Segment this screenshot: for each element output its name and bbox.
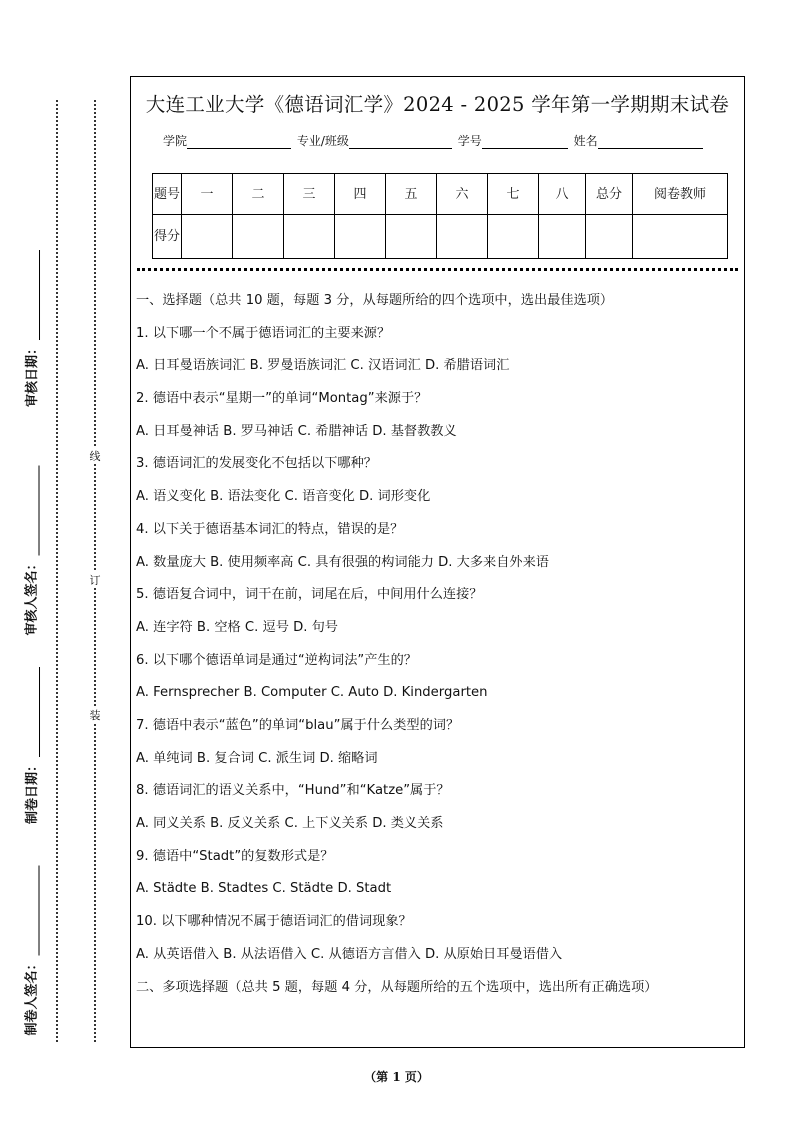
score-col-6: 六 xyxy=(437,174,488,215)
name-label: 姓名 xyxy=(573,134,598,148)
score-col-7: 七 xyxy=(488,174,539,215)
paper-maker-signature-field xyxy=(18,800,42,1100)
question-1-options: A. 日耳曼语族词汇 B. 罗曼语族词汇 C. 汉语词汇 D. 希腊语词汇 xyxy=(136,358,510,374)
question-4: 4. 以下关于德语基本词汇的特点，错误的是？ xyxy=(136,521,404,537)
score-cell-8[interactable] xyxy=(539,215,586,259)
score-cell-3[interactable] xyxy=(284,215,335,259)
question-6: 6. 以下哪个德语单词是通过“逆构词法”产生的？ xyxy=(136,652,417,668)
student-id-field[interactable] xyxy=(482,136,568,149)
binding-char-bind: 装 xyxy=(89,709,101,722)
score-cell-1[interactable] xyxy=(182,215,233,259)
question-5-options: A. 连字符 B. 空格 C. 逗号 D. 句号 xyxy=(136,619,338,635)
score-col-8: 八 xyxy=(539,174,586,215)
question-3: 3. 德语词汇的发展变化不包括以下哪种？ xyxy=(136,456,377,472)
question-6-options: A. Fernsprecher B. Computer C. Auto D. Kindergarten xyxy=(136,685,488,701)
score-col-3: 三 xyxy=(284,174,335,215)
score-cell-total[interactable] xyxy=(586,215,633,259)
score-col-1: 一 xyxy=(182,174,233,215)
section-divider xyxy=(137,268,738,271)
question-9: 9. 德语中“Stadt”的复数形式是？ xyxy=(136,848,334,864)
question-2: 2. 德语中表示“星期一”的单词“Montag”来源于？ xyxy=(136,391,428,407)
question-list xyxy=(136,291,740,998)
binding-char-staple: 订 xyxy=(89,574,101,587)
major-class-label: 专业/班级 xyxy=(296,134,349,148)
question-8-options: A. 同义关系 B. 反义关系 C. 上下义关系 D. 类义关系 xyxy=(136,816,444,831)
binding-char-line: 线 xyxy=(89,450,101,463)
score-cell-4[interactable] xyxy=(335,215,386,259)
section1-heading: 一、选择题（总共 10 题，每题 3 分，从每题所给的四个选项中，选出最佳选项） xyxy=(136,293,614,308)
score-table xyxy=(152,173,728,259)
question-2-options: A. 日耳曼神话 B. 罗马神话 C. 希腊神话 D. 基督教教义 xyxy=(136,423,457,439)
student-id-label: 学号 xyxy=(457,134,482,148)
question-10-options: A. 从英语借入 B. 从法语借入 C. 从德语方言借入 D. 从原始日耳曼语借入 xyxy=(136,946,563,962)
score-col-2: 二 xyxy=(233,174,284,215)
question-10: 10. 以下哪种情况不属于德语词汇的借词现象？ xyxy=(136,914,412,930)
question-4-options: A. 数量庞大 B. 使用频率高 C. 具有很强的构词能力 D. 大多来自外来语 xyxy=(136,554,549,570)
score-cell-6[interactable] xyxy=(437,215,488,259)
exam-title: 大连工业大学《德语词汇学》2024 - 2025 学年第一学期期末试卷 xyxy=(145,93,730,116)
name-field[interactable] xyxy=(598,136,703,149)
reviewer-signature-label: 审核人签名： xyxy=(24,556,40,636)
paper-date-label: 制卷日期： xyxy=(24,758,40,824)
score-table-row1-header: 题号 xyxy=(153,174,182,215)
question-9-options: A. Städte B. Stadtes C. Städte D. Stadt xyxy=(136,881,392,897)
page-number: （第 1 页） xyxy=(364,1070,429,1084)
question-7-options: A. 单纯词 B. 复合词 C. 派生词 D. 缩略词 xyxy=(136,750,378,766)
score-cell-5[interactable] xyxy=(386,215,437,259)
reviewer-date-label: 审核日期： xyxy=(24,341,40,407)
score-col-grader: 阅卷教师 xyxy=(633,174,728,215)
binding-dotted-line-outer xyxy=(56,100,58,1042)
student-info-row xyxy=(163,132,705,149)
score-col-4: 四 xyxy=(335,174,386,215)
score-col-5: 五 xyxy=(386,174,437,215)
question-1: 1. 以下哪一个不属于德语词汇的主要来源？ xyxy=(136,325,391,341)
question-5: 5. 德语复合词中，词干在前，词尾在后，中间用什么连接？ xyxy=(136,587,483,603)
score-cell-2[interactable] xyxy=(233,215,284,259)
paper-maker-signature-label: 制卷人签名： xyxy=(24,956,40,1036)
college-label: 学院 xyxy=(163,134,188,148)
question-7: 7. 德语中表示“蓝色”的单词“blau”属于什么类型的词？ xyxy=(136,717,460,733)
score-cell-7[interactable] xyxy=(488,215,539,259)
exam-frame xyxy=(130,76,745,1048)
score-col-total: 总分 xyxy=(586,174,633,215)
question-8: 8. 德语词汇的语义关系中，“Hund”和“Katze”属于？ xyxy=(136,783,450,799)
score-table-row2-header: 得分 xyxy=(153,215,182,259)
score-cell-grader[interactable] xyxy=(633,215,728,259)
section2-heading: 二、多项选择题（总共 5 题，每题 4 分，从每题所给的五个选项中，选出所有正确选项） xyxy=(136,980,658,996)
question-3-options: A. 语义变化 B. 语法变化 C. 语音变化 D. 词形变化 xyxy=(136,489,431,505)
binding-dotted-line-inner xyxy=(94,100,96,1042)
college-field[interactable] xyxy=(187,136,291,149)
major-class-field[interactable] xyxy=(349,136,452,149)
